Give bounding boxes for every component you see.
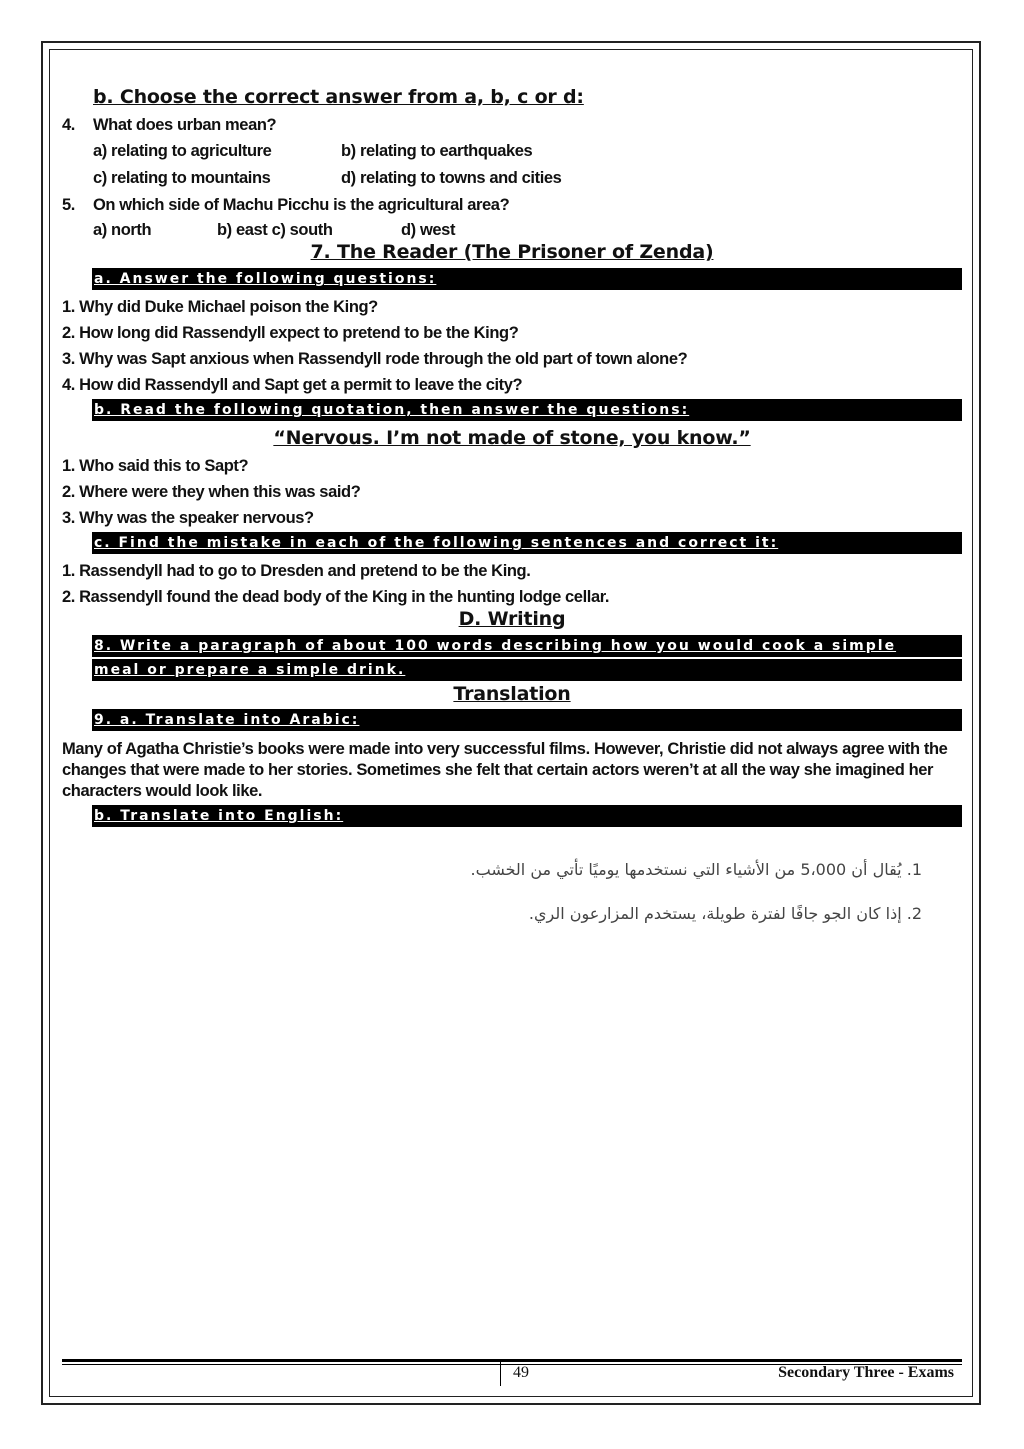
translation-heading: Translation — [453, 683, 571, 705]
question-number: 5. — [62, 196, 75, 214]
question-text: What does urban mean? — [93, 116, 277, 134]
option-d: d) west — [401, 221, 456, 239]
list-item: 1. Rassendyll had to go to Dresden and pretend to be the King. — [62, 562, 531, 580]
option-c: c) relating to mountains — [93, 169, 271, 187]
reader-heading: 7. The Reader (The Prisoner of Zenda) — [310, 241, 714, 263]
bar-label: meal or prepare a simple drink. — [94, 662, 406, 678]
list-item: 2. How long did Rassendyll expect to pretend to be the King? — [62, 324, 519, 342]
bar-label: 9. a. Translate into Arabic: — [94, 712, 360, 728]
list-item: 3. Why was Sapt anxious when Rassendyll rode through the old part of town alone? — [62, 350, 688, 368]
page-number: 49 — [513, 1364, 529, 1381]
translation-part-b-bar — [92, 805, 962, 827]
list-item: 1. Who said this to Sapt? — [62, 457, 249, 475]
bar-label: b. Read the following quotation, then answer the questions: — [94, 402, 690, 418]
option-b: b) relating to earthquakes — [341, 142, 533, 160]
quotation: “Nervous. I’m not made of stone, you know.” — [273, 427, 751, 449]
option-bc: b) east c) south — [217, 221, 333, 239]
list-item: 1. Why did Duke Michael poison the King? — [62, 298, 378, 316]
option-d: d) relating to towns and cities — [341, 169, 562, 187]
arabic-sentence-1: 1. يُقال أن 5،000 من الأشياء التي نستخدمها يوميًا تأتي من الخشب. — [470, 860, 922, 879]
bar-label: c. Find the mistake in each of the following sentences and correct it: — [94, 535, 779, 551]
list-item: 2. Rassendyll found the dead body of the King in the hunting lodge cellar. — [62, 588, 610, 606]
writing-heading: D. Writing — [458, 608, 566, 630]
question-text: On which side of Machu Picchu is the agricultural area? — [93, 196, 510, 214]
writing-bar-line2 — [92, 659, 962, 681]
reader-part-b-bar — [92, 399, 962, 421]
list-item: 2. Where were they when this was said? — [62, 483, 361, 501]
bar-label: b. Translate into English: — [94, 808, 344, 824]
writing-bar-line1 — [92, 635, 962, 657]
arabic-sentence-2: 2. إذا كان الجو جافًا لفترة طويلة، يستخدم المزارعون الري. — [528, 904, 922, 923]
translation-part-a-bar — [92, 709, 962, 731]
footer-separator — [500, 1362, 501, 1386]
option-a: a) north — [93, 221, 152, 239]
translation-paragraph: Many of Agatha Christie’s books were made into very successful films. However, Christie did not always agree with the changes that were made to her stories. Sometimes she felt that certain actors weren’t at all the way she imagined her characters would look like. — [62, 740, 948, 800]
list-item: 4. How did Rassendyll and Sapt get a permit to leave the city? — [62, 376, 523, 394]
list-item: 3. Why was the speaker nervous? — [62, 509, 314, 527]
footer-rule — [62, 1359, 962, 1362]
bar-label: a. Answer the following questions: — [94, 271, 437, 287]
bar-label: 8. Write a paragraph of about 100 words describing how you would cook a simple — [94, 638, 897, 654]
reader-part-a-bar — [92, 268, 962, 290]
reader-part-c-bar — [92, 532, 962, 554]
choose-answer-heading: b. Choose the correct answer from a, b, c or d: — [93, 86, 584, 108]
option-a: a) relating to agriculture — [93, 142, 272, 160]
footer-title: Secondary Three - Exams — [778, 1364, 954, 1381]
question-number: 4. — [62, 116, 75, 134]
